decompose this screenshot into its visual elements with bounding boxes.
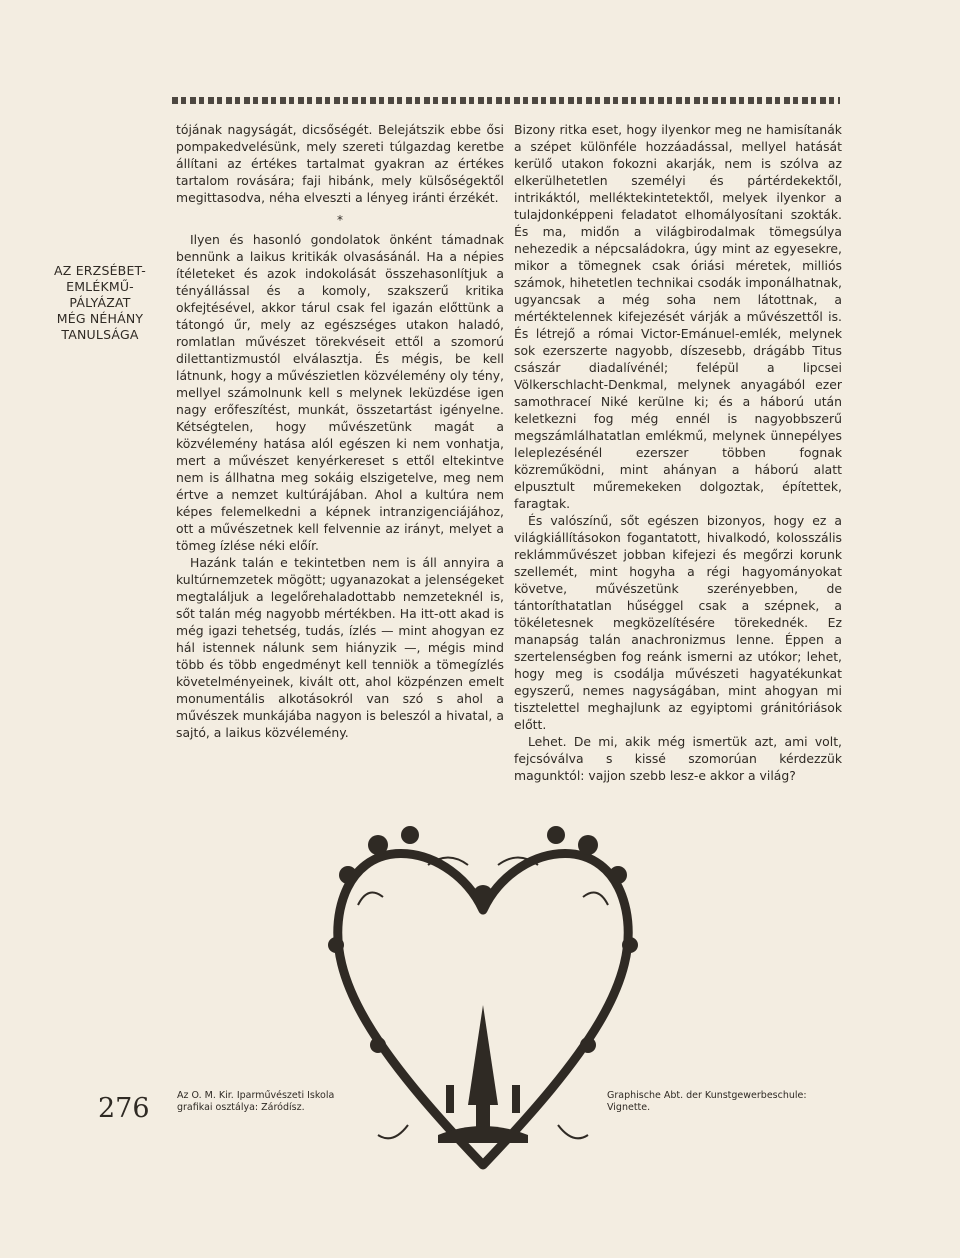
side-heading-line: AZ ERZSÉBET- [54, 263, 146, 278]
side-heading-line: EMLÉKMŰ- [66, 279, 134, 294]
side-heading-line: TANULSÁGA [61, 327, 139, 342]
left-column [176, 121, 504, 741]
right-column [514, 121, 842, 784]
image-caption: Graphische Abt. der Kunstgewerbeschule: Vignette. [607, 1090, 807, 1113]
paragraph: Ilyen és hasonló gondolatok önként támadnak bennünk a laikus kritikák olvasásánál. Ha a népies ítéleteket és azok indokolását összehasonlítjuk a tényállással és a komoly, szakszerű kritika okfejtésével, akkor tárul csak fel igazán előttünk a tátongó űr, mely az egészséges utakon haladó, romlatlan művészet törekvéseit ettől a szomorú dilettantizmustól elválasztja. És mégis, be kell látnunk, hogy a művészietlen közvélemény oly tény, mellyel számolnunk kell s melynek leküzdése igen nagy erőfeszítést, munkát, összetartást igényelne. Kétségtelen, hogy művészetünk magát a közvélemény hatása alól egészen ki nem vonhatja, mert a művészet kenyérkereset s ettől eltekintve nem is állhatna meg sokáig elszigetelve, meg nem értve a nemzet kultúrájában. Ahol a kultúra nem képes felemelkedni a képnek intranzigenciájához, ott a művészetnek kell felvennie az irányt, melyet a tömeg ízlése néki előír. [176, 232, 504, 553]
paragraph: Bizony ritka eset, hogy ilyenkor meg ne hamisítanák a szépet különféle hozzáadással, mellyel hatását kerülő utakon fokozni akarják, nem is szólva az elkerülhetetlen személyi és pártérdekektől, intrikáktól, melléktekintetektől, melyek ilyenkor a tulajdonképpeni feladatot elhomályosítani szokták. És ma, midőn a világbirodalmak tömegsúlya nehezedik a népcsaládokra, úgy mint az egyesekre, mikor a tömegnek csak óriási méretek, milliós számok, hihetetlen technikai csodák imponálhatnak, ugyancsak a még soha nem látottnak, a mértéktelennek kifejezését várják a művészettől is. És létrejő a római Victor-Emánuel-emlék, melynek sok ezerszerte nagyobb, díszesebb, drágább Titus császár diadalívénél; felépül a lipcsei Völkerschlacht-Denkmal, melynek anyagából ezer samothraceí Niké kerülne ki; és a háború után keletkezni fog még ennél is nagyobbszerű megszámlálhatatlan emlékmű, melynek ünnepélyes leleplezésénél ezerszer többen fognak közreműködni, mint ahányan a háború alatt elpusztult műremekeken dolgoztak, építettek, faragtak. [514, 122, 842, 511]
paragraph: tójának nagyságát, dicsőségét. Belejátszik ebbe ősi pompakedvelésünk, mely szereti túlgazdag keretbe állítani az értékes tartalmat gyakran az értékes tartalom rovására; faji hibánk, mely külsőségektől megittasodva, néha elveszti a lényeg iránti érzékét. [176, 122, 504, 205]
section-separator: * [337, 213, 343, 227]
heart-vignette-illustration [318, 805, 648, 1225]
side-heading [40, 263, 160, 343]
paragraph: Hazánk talán e tekintetben nem is áll annyira a kultúrnemzetek mögött; ugyanazokat a jelenségeket megtaláljuk a legelőrehaladottabb nemzeteknél is, sőt talán még nagyobb mértékben. Ha itt-ott akad is még igazi tehetség, tudás, ízlés — mint ahogyan ez hál istennek nálunk sem hiányzik —, mégis mind több és több engedményt kell tenniök a tömegízlés követelményeinek, kivált ott, ahol közpénzen emelt monumentális alkotásokról van szó s ahol a művészek munkájába nagyon is beleszól a hivatal, a sajtó, a laikus közvélemény. [176, 555, 504, 740]
page-number: 276 [98, 1093, 150, 1124]
image-caption: Az O. M. Kir. Iparművészeti Iskola grafikai osztálya: Záródísz. [177, 1090, 335, 1113]
side-heading-line: MÉG NÉHÁNY [56, 311, 144, 326]
paragraph: És valószínű, sőt egészen bizonyos, hogy ez a világkiállításokon fogantatott, hivalkodó, kolosszális reklámművészet jobban kifejezi és megőrzi korunk szellemét, mint hogyha a régi hagyományokat követve, művészetünk szerényebben, de tántoríthatatlan hűséggel csak a szépnek, a tökéletesnek megközelítésére törekednék. Ez manapság talán anachronizmus lenne. Éppen a szertelenségben fog reánk ismerni az utókor; lehet, hogy meg is csodálja művészeti hagyatékunkat egyszerű, nemes nagyságában, mint ahogyan mi tisztelettel meghajlunk az egyiptomi gránitóriások előtt. [514, 513, 842, 732]
paragraph: Lehet. De mi, akik még ismertük azt, ami volt, fejcsóválva s kissé szomorúan kérdezzük magunktól: vajjon szebb lesz-e akkor a világ? [514, 734, 842, 783]
decorative-border [172, 97, 840, 104]
side-heading-line: PÁLYÁZAT [69, 295, 131, 310]
